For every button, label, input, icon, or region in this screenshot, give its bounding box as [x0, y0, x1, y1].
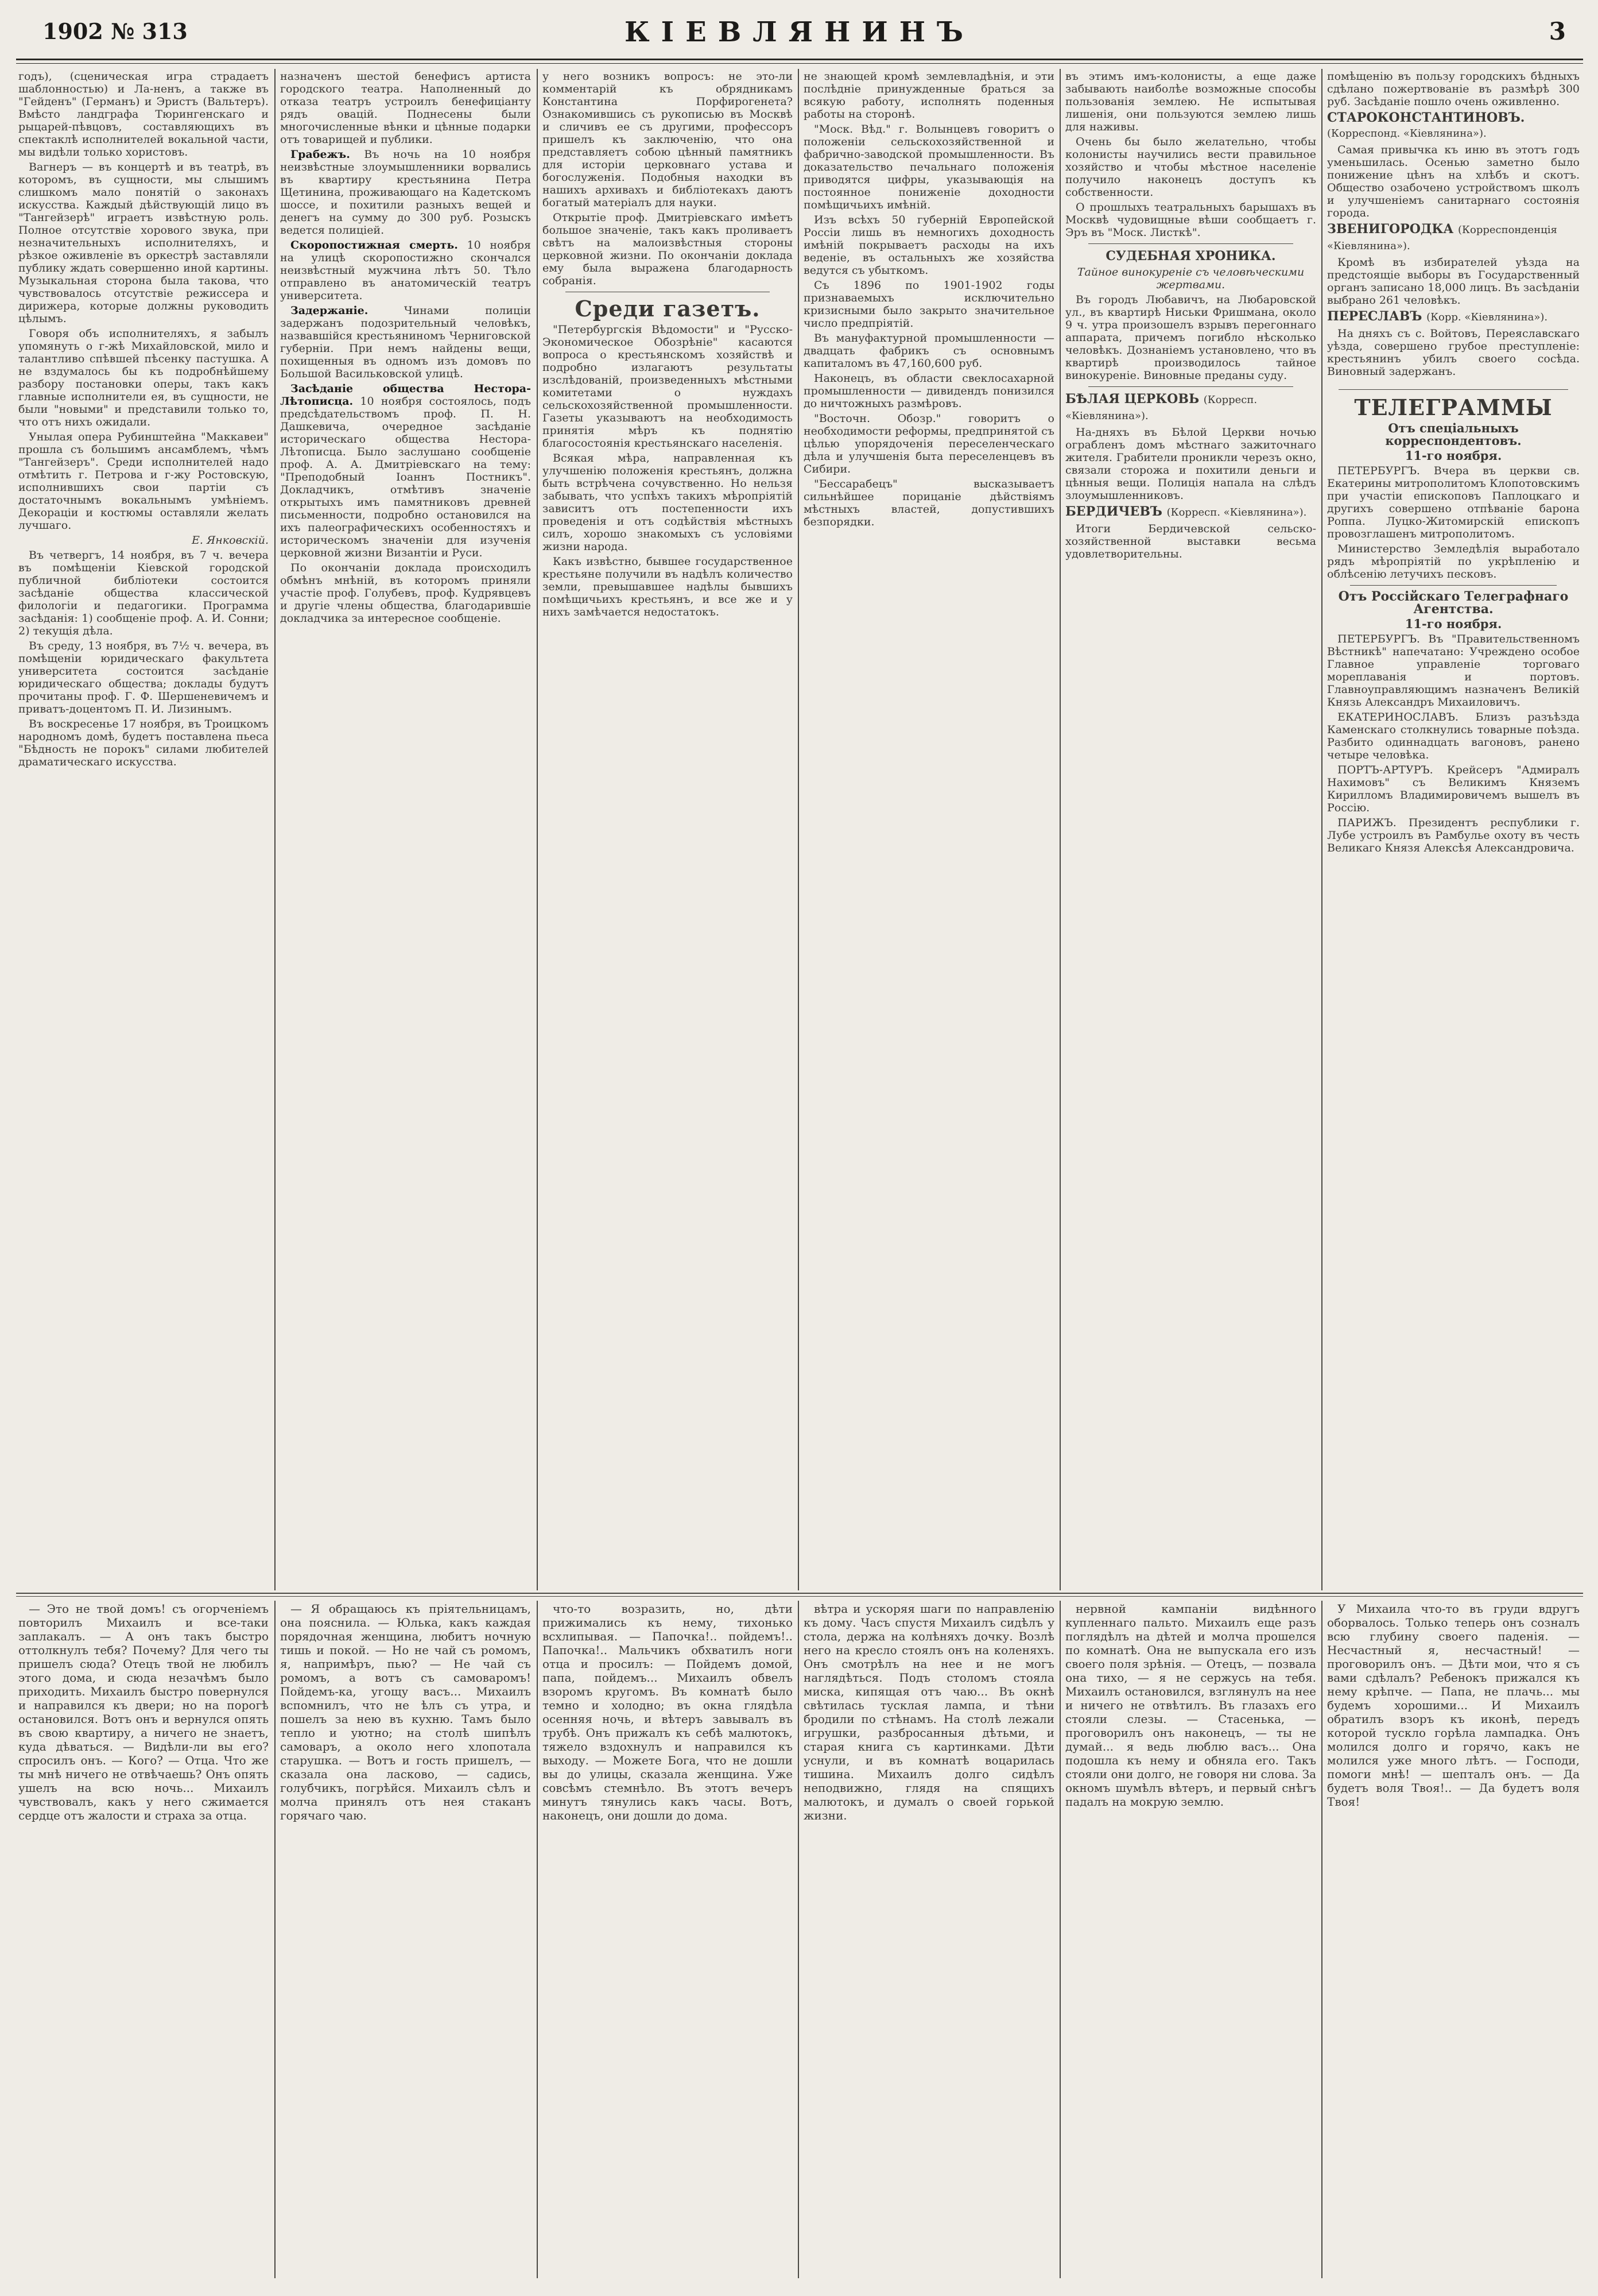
- feuilleton-text: вѣтра и ускоряя шаги по направленію къ дому. Часъ спустя Михаилъ сидѣлъ у стола, держа на колѣняхъ дочку. Возлѣ него на кресло стоялъ онъ на коленяхъ. Онъ смотрѣлъ на нее и не могъ наглядѣться. Подъ столомъ стояла миска, кипящая отъ чаю... Въ окнѣ свѣтилась тусклая лампа, и тѣни бродили по стѣнамъ. На столѣ лежали игрушки, разбросанныя дѣтьми, и старая книга съ картинками. Дѣти уснули, и въ комнатѣ воцарилась тишина. Михаилъ долго сидѣлъ неподвижно, глядя на спящихъ малютокъ, и думалъ о своей горькой жизни.: [804, 1602, 1054, 1822]
- article-paragraph: Открытіе проф. Дмитріевскаго имѣетъ большое значеніе, такъ какъ проливаетъ свѣтъ на малоизвѣстныя стороны церковной жизни. По окончаніи доклада ему была выражена благодарность собранія.: [542, 211, 793, 287]
- column-1: [18, 70, 269, 1589]
- masthead: [16, 13, 1583, 62]
- column-5: [1065, 70, 1316, 1589]
- page-number: 3: [1549, 17, 1566, 45]
- article-paragraph: "Моск. Вѣд." г. Волынцевъ говоритъ о положеніи сельскохозяйственной и фабрично-заводской промышленности. Въ доказательство печальнаго положенія приводятся цифры, указывающія на постоянное пониженіе доходности помѣщичьихъ имѣній.: [804, 123, 1054, 211]
- news-heading: Скоропостижная смерть.: [290, 239, 458, 251]
- telegram-paragraph: ПАРИЖЪ. Президентъ республики г. Лубе устроилъ въ Рамбулье охоту въ честь Великаго Князя Алексѣя Александровича.: [1327, 816, 1580, 854]
- column-divider: [537, 69, 538, 1590]
- telegram-source: Отъ спеціальныхъ корреспондентовъ.: [1385, 421, 1522, 448]
- column-divider: [1060, 1601, 1061, 2278]
- dateline-source: (Корресп. «Кіевлянина»).: [1065, 394, 1258, 422]
- article-paragraph: Въ городъ Любавичъ, на Любаровской ул., въ квартирѣ Ниськи Фришмана, около 9 ч. утра произошелъ взрывъ перегоннаго аппарата, причемъ погибло нѣсколько человѣкъ. Дознаніемъ установлено, что въ квартирѣ производилось тайное винокуреніе. Виновные преданы суду.: [1065, 293, 1316, 382]
- section-divider: [1088, 386, 1293, 387]
- article-paragraph: 10 ноября на улицѣ скоропостижно скончался неизвѣстный мужчина лѣтъ 50. Тѣло отправлено въ анатомическій театръ университета.: [280, 239, 531, 302]
- telegram-paragraph: ПЕТЕРБУРГЪ. Въ "Правительственномъ Вѣстникѣ" напечатано: Учреждено особое Главное управленіе торговаго мореплаванія и портовъ. Главноуправляющимъ назначенъ Великій Князь Александръ Михаиловичъ.: [1327, 633, 1580, 708]
- article-paragraph: "Бессарабецъ" высказываетъ сильнѣйшее порицаніе дѣйствіямъ мѣстныхъ властей, допустившихъ безпорядки.: [804, 478, 1054, 528]
- column-divider: [1321, 69, 1322, 1590]
- column-divider: [537, 1601, 538, 2278]
- article-paragraph: помѣщенію въ пользу городскихъ бѣдныхъ сдѣлано пожертвованіе въ размѣрѣ 300 руб. Засѣданіе пошло очень оживленно.: [1327, 70, 1580, 108]
- masthead-rule-bottom: [16, 63, 1583, 64]
- dateline-source: (Корр. «Кіевлянина»).: [1426, 311, 1548, 323]
- telegram-source: Отъ Россійскаго Телеграфнаго Агентства.: [1338, 589, 1569, 617]
- column-6: [1327, 70, 1580, 1589]
- telegram-date: 11-го ноября.: [1405, 448, 1502, 463]
- article-paragraph: Итоги Бердичевской сельско-хозяйственной выставки весьма удовлетворительны.: [1065, 522, 1316, 560]
- column-divider: [274, 69, 276, 1590]
- article-paragraph: На дняхъ съ с. Войтовъ, Переяславскаго уѣзда, совершено грубое преступленіе: крестьянинъ убилъ своего сосѣда. Виновный задержанъ.: [1327, 327, 1580, 378]
- column-divider: [274, 1601, 276, 2278]
- section-heading-telegrams: ТЕЛЕГРАММЫ: [1354, 394, 1553, 420]
- feuilleton-text: — Я обращаюсь къ пріятельницамъ, она пояснила. — Юлька, какъ каждая порядочная женщина, любитъ ночную тишь и покой. — Но не чай съ ромомъ, я, напримѣръ, пью? — Не чай съ ромомъ, а вотъ съ самоваромъ! Пойдемъ-ка, угощу васъ... Михаилъ вспомнилъ, что не ѣлъ съ утра, и пошелъ за нею въ кухню. Тамъ было тепло и уютно; на столѣ шипѣлъ самоваръ, а около него хлопотала старушка. — Вотъ и гость пришелъ, — сказала она ласково, — садись, голубчикъ, погрѣйся. Михаилъ сѣлъ и молча принялъ отъ нея стаканъ горячаго чаю.: [280, 1602, 531, 1822]
- dateline-city: СТАРОКОНСТАНТИНОВЪ.: [1327, 110, 1525, 125]
- article-paragraph: О прошлыхъ театральныхъ барышахъ въ Москвѣ чудовищные вѣши сообщаетъ г. Эръ въ "Моск. Листкѣ".: [1065, 201, 1316, 239]
- section-divider: [1088, 243, 1293, 244]
- dateline-source: (Корреспонд. «Кіевлянина»).: [1327, 127, 1487, 140]
- column-3: [542, 70, 793, 1589]
- section-heading-court-chronicle: СУДЕБНАЯ ХРОНИКА.: [1106, 249, 1276, 264]
- article-paragraph: Изъ всѣхъ 50 губерній Европейской Россіи лишь въ немногихъ доходность имѣній покрываетъ расходы на ихъ веденіе, въ остальныхъ же хозяйства ведутся съ убыткомъ.: [804, 214, 1054, 277]
- feuilleton-column-4: [804, 1602, 1054, 2277]
- feuilleton-column-6: [1327, 1602, 1580, 2277]
- news-heading: Задержаніе.: [290, 304, 369, 317]
- article-paragraph: Наконецъ, въ области свеклосахарной промышленности — дивидендъ понизился до ничтожныхъ размѣровъ.: [804, 372, 1054, 410]
- article-paragraph: Вагнеръ — въ концертѣ и въ театрѣ, въ которомъ, въ сущности, мы слышимъ слишкомъ мало понятій о законахъ искусства. Каждый дѣйствующій лицо въ "Тангейзерѣ" играетъ извѣстную роль. Полное отсутствіе хорового звука, при незначительныхъ исполнителяхъ, и рѣзкое оживленіе въ оркестрѣ заставляли публику ждать совершенно иной картины. Музыкальная сторона была такова, что чувствовалось отсутствіе режиссера и дирижера, которые должны руководить цѣлымъ.: [18, 161, 269, 325]
- article-paragraph: Въ ночь на 10 ноября неизвѣстные злоумышленники ворвались въ квартиру крестьянина Петра Щетинина, проживающаго на Кадетскомъ шоссе, и похитили разныхъ вещей и денегъ на сумму до 300 руб. Розыскъ ведется полиціей.: [280, 148, 531, 237]
- column-divider: [798, 69, 799, 1590]
- article-paragraph: Съ 1896 по 1901-1902 годы признаваемыхъ исключительно кризисными было закрыто значительное число предпріятій.: [804, 279, 1054, 330]
- article-paragraph: Очень бы было желательно, чтобы колонисты научились вести правильное хозяйство и чтобы мѣстное населеніе получило наконецъ доступъ къ собственности.: [1065, 135, 1316, 199]
- article-paragraph: Въ воскресенье 17 ноября, въ Троицкомъ народномъ домѣ, будетъ поставлена пьеса "Бѣдность не порокъ" силами любителей драматическаго искусства.: [18, 718, 269, 768]
- article-paragraph: "Петербургскія Вѣдомости" и "Русско-Экономическое Обозрѣніе" касаются вопроса о крестьянскомъ хозяйствѣ и подробно излагаютъ результаты изслѣдованій, произведенныхъ мѣстными комитетами о нуждахъ сельскохозяйственной промышленности. Газеты указываютъ на необходимость принятія мѣръ къ поднятію благосостоянія крестьянскаго населенія.: [542, 323, 793, 450]
- article-paragraph: 10 ноября состоялось, подъ предсѣдательствомъ проф. П. Н. Дашкевича, очередное засѣданіе историческаго общества Нестора-Лѣтописца. Было заслушано сообщеніе проф. А. А. Дмитріевскаго на тему: "Преподобный Іоаннъ Постникъ". Докладчикъ, отмѣтивъ значеніе открытыхъ имъ памятниковъ древней письменности, подробно остановился на ихъ палеографическихъ особенностяхъ и историческомъ значеніи для изученія церковной жизни Византіи и Руси.: [280, 395, 531, 559]
- newspaper-title: КІЕВЛЯНИНЪ: [624, 16, 975, 48]
- telegram-date: 11-го ноября.: [1405, 617, 1502, 631]
- feuilleton-text: — Это не твой домъ! съ огорченіемъ повторилъ Михаилъ и все-таки заплакалъ. — А онъ такъ быстро оттолкнулъ тебя? Почему? Для чего ты пришелъ сюда? Отецъ твой не любилъ этого дома, и сюда незачѣмъ было приходить. Михаилъ быстро повернулся и направился къ двери; но на порогѣ остановился. Вотъ онъ и вернулся опять въ свою квартиру, а ничего не знаетъ, куда дѣваться. — Видѣли-ли вы его? спросилъ онъ. — Кого? — Отца. Что же ты мнѣ ничего не отвѣчаешь? Онъ опять ушелъ на всю ночь... Михаилъ чувствовалъ, какъ у него сжимается сердце отъ жалости и страха за отца.: [18, 1602, 269, 1822]
- news-heading: Засѣданіе общества Нестора-Лѣтописца.: [280, 382, 531, 408]
- column-divider: [798, 1601, 799, 2278]
- article-subheading: Тайное винокуреніе съ человѣческими жертвами.: [1077, 266, 1305, 291]
- article-paragraph: На-дняхъ въ Бѣлой Церкви ночью ограбленъ домъ мѣстнаго зажиточнаго жителя. Грабители проникли черезъ окно, связали сторожа и похитили деньги и цѣнныя вещи. Полиція напала на слѣдъ злоумышленниковъ.: [1065, 426, 1316, 502]
- dateline-source: (Корреспонденція «Кіевлянина»).: [1327, 224, 1557, 252]
- article-paragraph: Унылая опера Рубинштейна "Маккавеи" прошла съ большимъ ансамблемъ, чѣмъ "Тангейзеръ". Среди исполнителей надо отмѣтить г. Петрова и г-жу Ростовскую, исполнившихъ свои партіи съ достаточнымъ вокальнымъ умѣніемъ. Декораціи и костюмы оставляли желать лучшаго.: [18, 431, 269, 532]
- article-paragraph: не знающей кромѣ землевладѣнія, и эти послѣдніе принужденные браться за всякую работу, исполнять поденныя работы на сторонѣ.: [804, 70, 1054, 121]
- article-paragraph: Какъ извѣстно, бывшее государственное крестьяне получили въ надѣлъ количество земли, превышавшее надѣлы бывшихъ помѣщичьихъ крестьянъ, и все же и у нихъ замѣчается недостатокъ.: [542, 555, 793, 618]
- feuilleton-divider-thin: [16, 1596, 1583, 1597]
- feuilleton-divider: [16, 1593, 1583, 1594]
- article-paragraph: Въ мануфактурной промышленности — двадцать фабрикъ съ основнымъ капиталомъ въ 47,160,600 руб.: [804, 332, 1054, 370]
- article-paragraph: Всякая мѣра, направленная къ улучшенію положенія крестьянъ, должна быть встрѣчена сочувственно. Но нельзя забывать, что успѣхъ такихъ мѣропріятій зависитъ отъ постепенности ихъ проведенія и отъ содѣйствія мѣстныхъ силъ, хорошо знакомыхъ съ условіями жизни народа.: [542, 452, 793, 553]
- feuilleton-column-5: [1065, 1602, 1316, 2277]
- feuilleton-text: У Михаила что-то въ груди вдругъ оборвалось. Только теперь онъ созналъ всю глубину своего паденія. — Несчастный я, несчастный! — проговорилъ онъ. — Дѣти мои, что я съ вами сдѣлалъ? Ребенокъ прижался къ нему крѣпче. — Папа, не плачь... мы будемъ хорошими... И Михаилъ обратилъ взоръ къ иконѣ, передъ которой тускло горѣла лампадка. Онъ молился долго и горячо, какъ не молился уже много лѣтъ. — Господи, помоги мнѣ! — шепталъ онъ. — Да будетъ воля Твоя!.. — Да будетъ воля Твоя!: [1327, 1602, 1580, 1809]
- column-2: [280, 70, 531, 1589]
- article-paragraph: годъ), (сценическая игра страдаетъ шаблонностью) и Ла-ненъ, а также въ "Гейденъ" (Германъ) и Эристъ (Вальтеръ). Вмѣсто ландграфа Тюрингенскаго и рыцарей-пѣвцовъ, составляющихъ въ спектаклѣ исполнителей вокальной части, мы видѣли только хористовъ.: [18, 70, 269, 158]
- feuilleton-column-1: [18, 1602, 269, 2277]
- telegram-paragraph: ПОРТЪ-АРТУРЪ. Крейсеръ "Адмиралъ Нахимовъ" съ Великимъ Княземъ Кирилломъ Владимировичемъ вышелъ въ Россію.: [1327, 764, 1580, 814]
- telegram-paragraph: ЕКАТЕРИНОСЛАВЪ. Близъ разъѣзда Каменскаго столкнулись товарные поѣзда. Разбито одиннадцать вагоновъ, ранено четыре человѣка.: [1327, 711, 1580, 761]
- dateline-city: ЗВЕНИГОРОДКА: [1327, 222, 1454, 237]
- dateline-city: ПЕРЕСЛАВЪ: [1327, 309, 1422, 324]
- column-divider: [1060, 69, 1061, 1590]
- masthead-rule-top: [16, 59, 1583, 60]
- section-divider: [1350, 585, 1557, 586]
- news-heading: Грабежъ.: [290, 148, 350, 161]
- article-paragraph: въ этимъ имъ-колонисты, а еще даже забывають наиболѣе возможные способы пользованія землею. Не испытывая лишенія, они пользуются землею лишь для наживы.: [1065, 70, 1316, 133]
- telegram-paragraph: ПЕТЕРБУРГЪ. Вчера въ церкви св. Екатерины митрополитомъ Клопотовскимъ при участіи епископовъ Паплоцкаго и другихъ совершено отпѣваніе барона Роппа. Луцко-Житомирскій епископъ провозглашенъ митрополитомъ.: [1327, 464, 1580, 540]
- article-paragraph: Кромѣ въ избирателей уѣзда на предстоящіе выборы въ Государственный органъ записано 18,000 лицъ. Въ засѣданіи выбрано 261 человѣкъ.: [1327, 256, 1580, 307]
- article-paragraph: Говоря объ исполнителяхъ, я забылъ упомянуть о г-жѣ Михайловской, мило и талантливо спѣвшей пѣсенку пастушка. А не вздумалось бы къ подробнѣйшему разбору постановки оперы, такъ какъ главные исполнители ея, въ сущности, не были "новыми" и представили только то, что отъ нихъ ожидали.: [18, 327, 269, 428]
- section-divider: [1339, 389, 1568, 390]
- feuilleton-column-3: [542, 1602, 793, 2277]
- author-signature: Е. Янковскій.: [192, 534, 269, 547]
- telegram-paragraph: Министерство Земледѣлія выработало рядъ мѣропріятій по укрѣпленію и облѣсенію летучихъ песковъ.: [1327, 543, 1580, 580]
- feuilleton-column-2: [280, 1602, 531, 2277]
- article-paragraph: "Восточн. Обозр." говоритъ о необходимости реформы, предпринятой съ цѣлью упорядоченія переселенческаго дѣла и улучшенія быта переселенцевъ въ Сибири.: [804, 412, 1054, 475]
- article-paragraph: назначенъ шестой бенефисъ артиста городского театра. Наполненный до отказа театръ устроилъ бенефиціанту рядъ овацій. Поднесены были многочисленные вѣнки и цѣнные подарки отъ товарищей и публики.: [280, 70, 531, 146]
- article-paragraph: Въ среду, 13 ноября, въ 7½ ч. вечера, въ помѣщеніи юридическаго факультета университета состоится засѣданіе юридическаго общества; доклады будутъ прочитаны проф. Г. Ф. Шершеневичемъ и приватъ-доцентомъ П. И. Лизинымъ.: [18, 640, 269, 715]
- feuilleton-text: нервной кампаніи видѣнного купленнаго пальто. Михаилъ еще разъ поглядѣлъ на дѣтей и молча прошелся по комнатѣ. Она не выпускала его изъ своего поля зрѣнія. — Отецъ, — позвала она тихо, — я не сержусь на тебя. Михаилъ остановился, взглянулъ на нее и ничего не отвѣтилъ. Въ глазахъ его стояли слезы. — Стасенька, — проговорилъ онъ наконецъ, — ты не думай... я ведь люблю васъ... Она подошла къ нему и обняла его. Такъ стояли они долго, не говоря ни слова. За окномъ шумѣлъ вѣтеръ, и первый снѣгъ падалъ на мокрую землю.: [1065, 1602, 1316, 1809]
- article-paragraph: Самая привычка къ иню въ этотъ годъ уменьшилась. Осенью заметно было понижение цѣнъ на хлѣбъ и скотъ. Общество озабочено устройствомъ школъ и улучшеніемъ санитарнаго состоянія города.: [1327, 144, 1580, 219]
- article-paragraph: По окончаніи доклада происходилъ обмѣнъ мнѣній, въ которомъ приняли участіе проф. Голубевъ, проф. Кудрявцевъ и другіе члены общества, благодарившіе докладчика за интересное сообщеніе.: [280, 562, 531, 625]
- issue-year-number: 1902 № 313: [42, 18, 188, 44]
- article-paragraph: у него возникъ вопросъ: не это-ли комментарій къ обрядникамъ Константина Порфирогенета? Ознакомившись съ рукописью въ Москвѣ и сличивъ ее съ другими, профессоръ пришелъ къ заключенію, что она представляетъ собою цѣнный памятникъ для исторіи церковнаго устава и богослуженія. Подобныя находки въ нашихъ архивахъ и библіотекахъ даютъ богатый матеріалъ для науки.: [542, 70, 793, 209]
- feuilleton-text: что-то возразить, но, дѣти прижимались къ нему, тихонько всхлипывая. — Папочка!.. пойдемъ!.. Папочка!.. Мальчикъ обхватилъ ноги отца и просилъ: — Пойдемъ домой, папа, пойдемъ... Михаилъ обвелъ взоромъ кругомъ. Въ комнатѣ было темно и холодно; въ окна глядѣла осенняя ночь, и вѣтеръ завывалъ въ трубѣ. Онъ прижалъ къ себѣ малютокъ, тяжело вздохнулъ и направился къ выходу. — Можете Бога, что не дошли вы до улицы, сказала женщина. Уже совсѣмъ стемнѣло. Въ этотъ вечеръ минутъ тянулись какъ часы. Вотъ, наконецъ, они дошли до дома.: [542, 1602, 793, 1822]
- dateline-city: БЕРДИЧЕВЪ: [1065, 504, 1162, 519]
- dateline-source: (Корресп. «Кіевлянина»).: [1166, 506, 1307, 518]
- column-4: [804, 70, 1054, 1589]
- column-divider: [1321, 1601, 1322, 2278]
- dateline-city: БѢЛАЯ ЦЕРКОВЬ: [1065, 392, 1200, 406]
- article-paragraph: Въ четвергъ, 14 ноября, въ 7 ч. вечера въ помѣщеніи Кіевской городской публичной библіотеки состоится засѣданіе общества классической филологіи и педагогики. Программа засѣданія: 1) сообщеніе проф. А. И. Сонни; 2) текущія дѣла.: [18, 549, 269, 637]
- section-heading-press-review: Среди газетъ.: [575, 296, 761, 322]
- article-paragraph: Чинами полиціи задержанъ подозрительный человѣкъ, назвавшійся крестьяниномъ Черниговской губерніи. При немъ найдены вещи, похищенныя въ одномъ изъ домовъ по Большой Васильковской улицѣ.: [280, 304, 531, 380]
